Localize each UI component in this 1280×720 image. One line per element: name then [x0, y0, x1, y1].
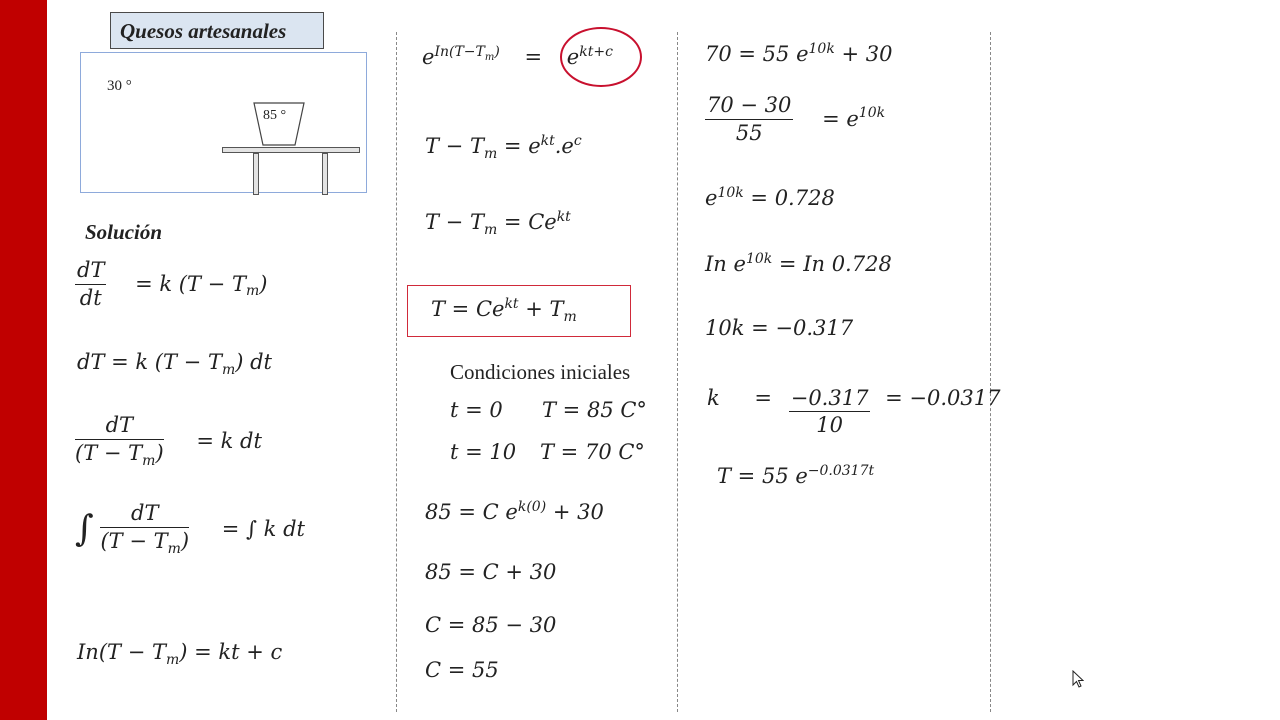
cup-shape	[253, 102, 305, 146]
problem-diagram	[80, 52, 367, 193]
table-leg-left	[253, 153, 259, 195]
page-title: Quesos artesanales	[110, 12, 324, 49]
solution-heading: Solución	[85, 220, 163, 244]
table-leg-right	[322, 153, 328, 195]
equation-2-6: 85 = C + 30	[425, 560, 557, 584]
room-temperature-label: 30 °	[107, 78, 132, 94]
equation-3-7: T = 55 $e^{-0.0317t}$	[717, 463, 875, 488]
equation-2-7: C = 85 − 30	[425, 613, 557, 637]
table-top	[222, 147, 360, 153]
condition-t10: t = 10	[450, 440, 517, 464]
equation-3-4: In $e^{10k} = In$ 0.728	[705, 251, 892, 276]
left-accent-bar	[0, 0, 47, 720]
equation-3-5: 10k = −0.317	[705, 316, 854, 340]
column-divider-3	[990, 32, 991, 712]
condition-T70: T = 70 C°	[540, 440, 645, 464]
equation-2-2: $T - T_m = e^{kt}.e^c$	[425, 133, 582, 163]
condition-t0: t = 0	[450, 398, 503, 422]
column-divider-2	[677, 32, 678, 712]
equation-1-3: $\frac{dT}{(T - T_m)}$ = k dt	[75, 413, 262, 470]
conditions-title: Condiciones iniciales	[450, 360, 631, 384]
equation-2-1: $e^{In(T-T_m)} = e^{kt+c}$	[422, 44, 613, 69]
equation-1-5: $In(T - T_m)$ = kt + c	[77, 640, 283, 669]
equation-2-8: C = 55	[425, 658, 499, 682]
equation-1-1: $\frac{dT}{dt}$ = k $(T - T_m)$	[77, 258, 268, 310]
equation-3-3: $e^{10k} = 0.728$	[705, 185, 835, 210]
cup-temperature-label: 85 °	[263, 108, 287, 123]
column-divider-1	[396, 32, 397, 712]
equation-3-2: $\frac{70 - 30}{55}$ = $e^{10k}$	[707, 93, 886, 145]
mouse-cursor-icon	[1072, 670, 1084, 688]
equation-3-6: k = $\frac{-0.317}{10}$ = −0.0317	[707, 386, 1001, 437]
equation-3-1: 70 = 55 $e^{10k} + 30$	[705, 41, 893, 66]
condition-T85: T = 85 C°	[542, 398, 647, 422]
equation-2-4: $T = Ce^{kt} + T_m$	[431, 296, 577, 326]
equation-2-5: 85 = C $e^{k(0)} + 30$	[425, 499, 604, 524]
equation-2-3: $T - T_m = Ce^{kt}$	[425, 209, 571, 239]
equation-1-2: dT = k $(T - T_m)$ dt	[77, 350, 272, 379]
equation-1-4: ∫ $\frac{dT}{(T - T_m)}$ = ∫ k dt	[75, 501, 305, 558]
